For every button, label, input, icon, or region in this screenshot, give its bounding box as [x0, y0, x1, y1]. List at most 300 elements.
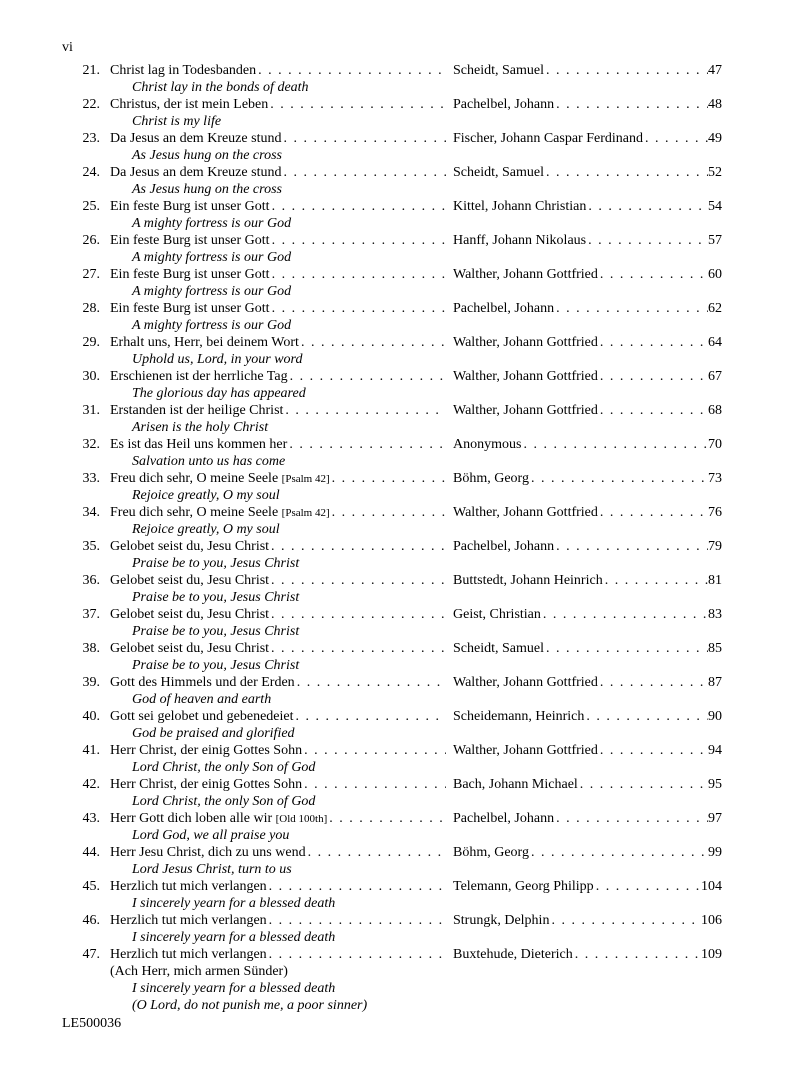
dot-leader — [327, 810, 446, 827]
entry-row — [62, 232, 722, 249]
dot-leader — [269, 572, 446, 589]
dot-leader — [598, 266, 708, 283]
composer-name: Walther, Johann Gottfried — [453, 743, 598, 758]
composer-name: Walther, Johann Gottfried — [453, 369, 598, 384]
page-ref: 104 — [701, 879, 722, 894]
toc-entry[interactable] — [62, 368, 722, 402]
entry-number: 44. — [82, 845, 100, 860]
dot-leader — [267, 878, 446, 895]
entry-row — [62, 912, 722, 929]
title-cell — [110, 708, 446, 725]
composer-cell — [453, 708, 722, 725]
hymn-title: Herr Jesu Christ, dich zu uns wend — [110, 845, 306, 860]
entry-row — [62, 674, 722, 691]
dot-leader — [256, 62, 446, 79]
psalm-reference: [Psalm 42] — [281, 507, 330, 519]
title-cell — [110, 674, 446, 691]
title-cell — [110, 96, 446, 113]
entry-row — [62, 776, 722, 793]
composer-cell — [453, 776, 722, 793]
title-cell — [110, 878, 446, 895]
dot-leader — [603, 572, 708, 589]
dot-leader — [594, 878, 701, 895]
entry-number: 32. — [82, 437, 100, 452]
toc-entry[interactable] — [62, 844, 722, 878]
title-text — [110, 334, 299, 351]
page-ref: 79 — [708, 539, 722, 554]
toc-entry[interactable] — [62, 810, 722, 844]
toc-entry[interactable] — [62, 538, 722, 572]
entry-row — [62, 300, 722, 317]
english-translation: Arisen is the holy Christ — [132, 420, 269, 435]
entry-number: 47. — [82, 947, 100, 962]
page-ref: 81 — [708, 573, 722, 588]
page-ref: 70 — [708, 437, 722, 452]
entry-row — [62, 198, 722, 215]
entry-row — [62, 266, 722, 283]
dot-leader — [330, 470, 446, 487]
dot-leader — [270, 300, 446, 317]
title-cell — [110, 130, 446, 147]
title-cell — [110, 606, 446, 623]
toc-entry[interactable] — [62, 742, 722, 776]
english-translation: Salvation unto us has come — [132, 454, 286, 469]
entry-row — [62, 62, 722, 79]
table-of-contents — [62, 62, 722, 1014]
dot-leader — [267, 912, 446, 929]
entry-row — [62, 708, 722, 725]
entry-number: 39. — [82, 675, 100, 690]
composer-cell — [453, 436, 722, 453]
entry-row — [62, 130, 722, 147]
composer-name: Walther, Johann Gottfried — [453, 267, 598, 282]
title-text — [110, 198, 270, 215]
entry-number: 45. — [82, 879, 100, 894]
title-cell — [110, 368, 446, 385]
title-text — [110, 572, 269, 589]
composer-name: Scheidt, Samuel — [453, 63, 544, 78]
entry-row — [62, 402, 722, 419]
dot-leader — [269, 606, 446, 623]
english-translation: A mighty fortress is our God — [132, 216, 292, 231]
page-ref: 90 — [708, 709, 722, 724]
entry-row — [62, 368, 722, 385]
title-text — [110, 368, 288, 385]
entry-number: 24. — [82, 165, 100, 180]
toc-entry[interactable] — [62, 402, 722, 436]
english-translation: The glorious day has appeared — [132, 386, 306, 401]
english-translation: Praise be to you, Jesus Christ — [132, 590, 300, 605]
title-cell — [110, 164, 446, 181]
page-ref: 99 — [708, 845, 722, 860]
dot-leader — [287, 436, 446, 453]
composer-name: Pachelbel, Johann — [453, 539, 555, 554]
english-translation: Rejoice greatly, O my soul — [132, 488, 280, 503]
dot-leader — [270, 232, 446, 249]
entry-row — [62, 810, 722, 827]
toc-entry[interactable] — [62, 606, 722, 640]
page-ref: 109 — [701, 947, 722, 962]
entry-row — [62, 334, 722, 351]
title-cell — [110, 810, 446, 827]
page-ref: 48 — [708, 97, 722, 112]
entry-number: 33. — [82, 471, 100, 486]
dot-leader — [269, 538, 446, 555]
composer-cell — [453, 572, 722, 589]
title-text — [110, 402, 283, 419]
title-text — [110, 844, 306, 861]
english-translation: A mighty fortress is our God — [132, 250, 292, 265]
toc-entry[interactable] — [62, 776, 722, 810]
composer-name: Geist, Christian — [453, 607, 541, 622]
composer-cell — [453, 674, 722, 691]
title-text — [110, 810, 327, 827]
page-ref: 95 — [708, 777, 722, 792]
dot-leader — [288, 368, 446, 385]
entry-row — [62, 606, 722, 623]
title-text — [110, 674, 295, 691]
dot-leader — [281, 130, 446, 147]
toc-entry[interactable] — [62, 300, 722, 334]
title-cell — [110, 266, 446, 283]
composer-name: Walther, Johann Gottfried — [453, 505, 598, 520]
toc-entry[interactable] — [62, 232, 722, 266]
catalog-code: LE500036 — [62, 1016, 122, 1031]
entry-row — [62, 504, 722, 521]
page-number: vi — [62, 40, 73, 55]
composer-name: Fischer, Johann Caspar Ferdinand — [453, 131, 643, 146]
hymn-title: Gelobet seist du, Jesu Christ — [110, 607, 270, 622]
dot-leader — [598, 402, 708, 419]
page-ref: 87 — [708, 675, 722, 690]
title-cell — [110, 538, 446, 555]
page-ref: 64 — [708, 335, 722, 350]
dot-leader — [270, 266, 446, 283]
title-cell — [110, 640, 446, 657]
hymn-title: Herzlich tut mich verlangen — [110, 879, 267, 894]
psalm-reference: [Old 100th] — [275, 813, 328, 825]
english-translation: Praise be to you, Jesus Christ — [132, 658, 300, 673]
english-translation: Lord Jesus Christ, turn to us — [132, 862, 292, 877]
title-cell — [110, 300, 446, 317]
title-cell — [110, 436, 446, 453]
composer-name: Walther, Johann Gottfried — [453, 403, 598, 418]
dot-leader — [573, 946, 701, 963]
dot-leader — [302, 776, 446, 793]
entry-row — [62, 164, 722, 181]
dot-leader — [544, 164, 708, 181]
title-cell — [110, 572, 446, 589]
hymn-title: Ein feste Burg ist unser Gott — [110, 301, 270, 316]
toc-entry[interactable] — [62, 878, 722, 912]
entry-number: 34. — [82, 505, 100, 520]
hymn-title: Gelobet seist du, Jesu Christ — [110, 641, 270, 656]
hymn-title: Herzlich tut mich verlangen — [110, 947, 267, 962]
english-translation: Praise be to you, Jesus Christ — [132, 624, 300, 639]
english-translation: As Jesus hung on the cross — [132, 182, 282, 197]
composer-cell — [453, 878, 722, 895]
composer-cell — [453, 232, 722, 249]
composer-name: Scheidt, Samuel — [453, 641, 544, 656]
title-cell — [110, 504, 446, 521]
title-text — [110, 606, 269, 623]
dot-leader — [598, 742, 708, 759]
composer-name: Pachelbel, Johann — [453, 301, 555, 316]
dot-leader — [270, 198, 446, 215]
hymn-title: Erstanden ist der heilige Christ — [110, 403, 284, 418]
composer-cell — [453, 96, 722, 113]
title-cell — [110, 912, 446, 929]
hymn-title: Ein feste Burg ist unser Gott — [110, 233, 270, 248]
toc-entry[interactable] — [62, 334, 722, 368]
english-translation: God of heaven and earth — [132, 692, 272, 707]
dot-leader — [554, 96, 708, 113]
psalm-reference: [Psalm 42] — [281, 473, 330, 485]
title-cell — [110, 946, 446, 963]
page-ref: 60 — [708, 267, 722, 282]
composer-name: Pachelbel, Johann — [453, 811, 555, 826]
composer-cell — [453, 300, 722, 317]
english-translation: A mighty fortress is our God — [132, 284, 292, 299]
toc-entry[interactable] — [62, 674, 722, 708]
composer-cell — [453, 504, 722, 521]
title-text — [110, 742, 302, 759]
dot-leader — [584, 708, 708, 725]
english-translation: I sincerely yearn for a blessed death — [132, 930, 336, 945]
entry-number: 35. — [82, 539, 100, 554]
page-ref: 67 — [708, 369, 722, 384]
toc-entry[interactable] — [62, 62, 722, 96]
entry-number: 26. — [82, 233, 100, 248]
hymn-title: Freu dich sehr, O meine Seele — [110, 471, 279, 486]
entry-number: 25. — [82, 199, 100, 214]
composer-cell — [453, 742, 722, 759]
title-cell — [110, 198, 446, 215]
toc-entry[interactable] — [62, 504, 722, 538]
dot-leader — [541, 606, 708, 623]
dot-leader — [554, 810, 708, 827]
composer-name: Böhm, Georg — [453, 845, 529, 860]
entry-number: 21. — [82, 63, 100, 78]
title-text — [110, 912, 267, 929]
page-ref: 94 — [708, 743, 722, 758]
hymn-title: Freu dich sehr, O meine Seele — [110, 505, 279, 520]
toc-entry[interactable] — [62, 130, 722, 164]
toc-entry[interactable] — [62, 572, 722, 606]
entry-number: 31. — [82, 403, 100, 418]
dot-leader — [302, 742, 446, 759]
page-ref: 62 — [708, 301, 722, 316]
entry-row — [62, 572, 722, 589]
entry-row — [62, 742, 722, 759]
hymn-title: Erschienen ist der herrliche Tag — [110, 369, 288, 384]
composer-cell — [453, 470, 722, 487]
composer-name: Scheidt, Samuel — [453, 165, 544, 180]
dot-leader — [578, 776, 708, 793]
dot-leader — [267, 946, 446, 963]
hymn-title: Herr Gott dich loben alle wir — [110, 811, 273, 826]
toc-entry[interactable] — [62, 708, 722, 742]
dot-leader — [554, 300, 708, 317]
page-ref: 47 — [708, 63, 722, 78]
english-translation: Rejoice greatly, O my soul — [132, 522, 280, 537]
english-translation: As Jesus hung on the cross — [132, 148, 282, 163]
composer-cell — [453, 844, 722, 861]
composer-cell — [453, 640, 722, 657]
entry-row — [62, 844, 722, 861]
composer-name: Böhm, Georg — [453, 471, 529, 486]
composer-name: Pachelbel, Johann — [453, 97, 555, 112]
entry-row — [62, 470, 722, 487]
alternate-translation: (O Lord, do not punish me, a poor sinner) — [132, 998, 368, 1013]
title-text — [110, 164, 281, 181]
title-cell — [110, 776, 446, 793]
hymn-title: Es ist das Heil uns kommen her — [110, 437, 288, 452]
dot-leader — [598, 334, 708, 351]
composer-name: Scheidemann, Heinrich — [453, 709, 585, 724]
dot-leader — [554, 538, 708, 555]
dot-leader — [586, 232, 708, 249]
hymn-title: Ein feste Burg ist unser Gott — [110, 267, 270, 282]
composer-cell — [453, 946, 722, 963]
dot-leader — [529, 844, 708, 861]
page-ref: 54 — [708, 199, 722, 214]
entry-number: 42. — [82, 777, 100, 792]
entry-number: 43. — [82, 811, 100, 826]
dot-leader — [598, 674, 708, 691]
english-translation: Christ lay in the bonds of death — [132, 80, 309, 95]
title-text — [110, 470, 330, 487]
composer-name: Strungk, Delphin — [453, 913, 550, 928]
toc-entry[interactable] — [62, 912, 722, 946]
page-ref: 57 — [708, 233, 722, 248]
composer-name: Kittel, Johann Christian — [453, 199, 587, 214]
composer-cell — [453, 130, 722, 147]
entry-number: 30. — [82, 369, 100, 384]
dot-leader — [330, 504, 446, 521]
title-text — [110, 96, 268, 113]
title-text — [110, 708, 294, 725]
hymn-title: Da Jesus an dem Kreuze stund — [110, 165, 282, 180]
composer-cell — [453, 402, 722, 419]
dot-leader — [306, 844, 446, 861]
title-text — [110, 640, 269, 657]
composer-name: Bach, Johann Michael — [453, 777, 578, 792]
composer-cell — [453, 606, 722, 623]
english-translation: A mighty fortress is our God — [132, 318, 292, 333]
dot-leader — [598, 368, 708, 385]
entry-number: 22. — [82, 97, 100, 112]
title-text — [110, 946, 267, 963]
hymn-title: Herr Christ, der einig Gottes Sohn — [110, 777, 303, 792]
title-text — [110, 776, 302, 793]
entry-number: 37. — [82, 607, 100, 622]
composer-name: Buttstedt, Johann Heinrich — [453, 573, 603, 588]
hymn-title: Erhalt uns, Herr, bei deinem Wort — [110, 335, 299, 350]
hymn-title: Herr Christ, der einig Gottes Sohn — [110, 743, 303, 758]
toc-entry[interactable] — [62, 436, 722, 470]
entry-row — [62, 640, 722, 657]
hymn-title: Gelobet seist du, Jesu Christ — [110, 539, 270, 554]
entry-row — [62, 436, 722, 453]
english-translation: God be praised and glorified — [132, 726, 295, 741]
toc-entry[interactable] — [62, 946, 722, 1014]
english-translation: Christ is my life — [132, 114, 222, 129]
english-translation: Uphold us, Lord, in your word — [132, 352, 303, 367]
composer-cell — [453, 810, 722, 827]
entry-number: 40. — [82, 709, 100, 724]
title-text — [110, 538, 269, 555]
toc-entry[interactable] — [62, 96, 722, 130]
entry-row — [62, 538, 722, 555]
entry-number: 28. — [82, 301, 100, 316]
entry-number: 29. — [82, 335, 100, 350]
toc-entry[interactable] — [62, 266, 722, 300]
english-translation: Lord Christ, the only Son of God — [132, 794, 316, 809]
dot-leader — [281, 164, 446, 181]
composer-name: Anonymous — [453, 437, 522, 452]
title-text — [110, 436, 287, 453]
composer-name: Hanff, Johann Nikolaus — [453, 233, 587, 248]
title-cell — [110, 334, 446, 351]
entry-row — [62, 878, 722, 895]
entry-row — [62, 96, 722, 113]
title-cell — [110, 232, 446, 249]
page-ref: 73 — [708, 471, 722, 486]
hymn-title: Christus, der ist mein Leben — [110, 97, 269, 112]
page-ref: 52 — [708, 165, 722, 180]
entry-number: 36. — [82, 573, 100, 588]
title-text — [110, 504, 330, 521]
composer-cell — [453, 198, 722, 215]
toc-entry[interactable] — [62, 640, 722, 674]
hymn-title: Christ lag in Todesbanden — [110, 63, 257, 78]
page-ref: 83 — [708, 607, 722, 622]
title-text — [110, 266, 270, 283]
dot-leader — [269, 640, 446, 657]
dot-leader — [549, 912, 701, 929]
alternate-title: (Ach Herr, mich armen Sünder) — [110, 964, 288, 979]
dot-leader — [586, 198, 708, 215]
hymn-title: Ein feste Burg ist unser Gott — [110, 199, 270, 214]
dot-leader — [295, 674, 446, 691]
dot-leader — [299, 334, 446, 351]
dot-leader — [521, 436, 708, 453]
english-translation: Lord Christ, the only Son of God — [132, 760, 316, 775]
title-text — [110, 878, 267, 895]
title-cell — [110, 470, 446, 487]
english-translation: I sincerely yearn for a blessed death — [132, 896, 336, 911]
toc-entry[interactable] — [62, 164, 722, 198]
composer-cell — [453, 334, 722, 351]
dot-leader — [643, 130, 708, 147]
composer-cell — [453, 266, 722, 283]
toc-entry[interactable] — [62, 470, 722, 504]
title-text — [110, 130, 281, 147]
composer-cell — [453, 62, 722, 79]
dot-leader — [598, 504, 708, 521]
english-translation: Lord God, we all praise you — [132, 828, 290, 843]
dot-leader — [544, 62, 708, 79]
title-cell — [110, 62, 446, 79]
composer-cell — [453, 368, 722, 385]
hymn-title: Herzlich tut mich verlangen — [110, 913, 267, 928]
entry-number: 41. — [82, 743, 100, 758]
english-translation: I sincerely yearn for a blessed death — [132, 981, 336, 996]
entry-number: 23. — [82, 131, 100, 146]
toc-entry[interactable] — [62, 198, 722, 232]
dot-leader — [268, 96, 446, 113]
